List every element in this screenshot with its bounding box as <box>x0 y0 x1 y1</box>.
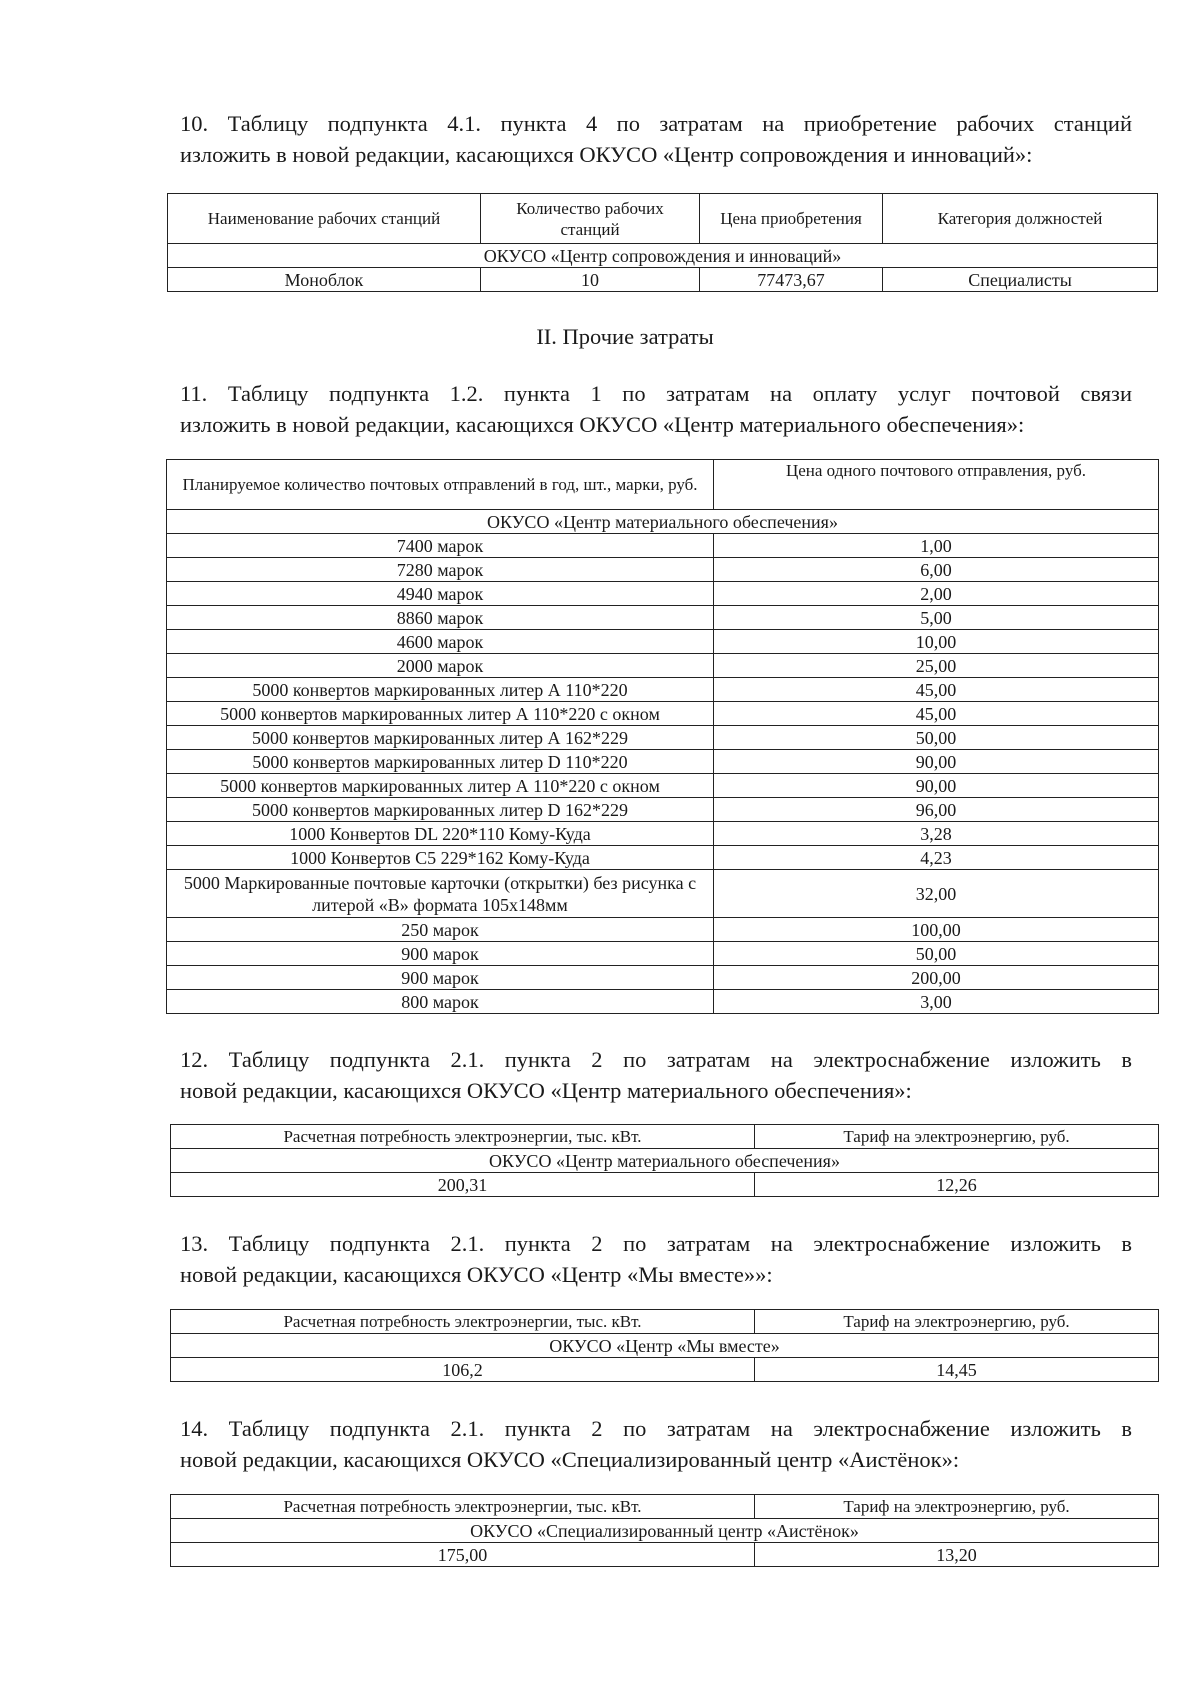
table-cell: 1000 Конвертов DL 220*110 Кому-Куда <box>167 822 714 846</box>
table-row <box>167 918 1159 942</box>
group-cell: ОКУСО «Центр материального обеспечения» <box>171 1149 1159 1173</box>
group-cell: ОКУСО «Центр материального обеспечения» <box>167 510 1159 534</box>
table-row <box>167 678 1159 702</box>
table-cell: 77473,67 <box>700 268 883 292</box>
table-cell: 900 марок <box>167 966 714 990</box>
table-group-row <box>167 510 1159 534</box>
table-row <box>167 942 1159 966</box>
table-cell: 5000 конвертов маркированных литер А 110*220 с окном <box>167 774 714 798</box>
table-cell: 4600 марок <box>167 630 714 654</box>
paragraph-line: изложить в новой редакции, касающихся ОКУСО «Центр сопровождения и инноваций»: <box>180 142 1033 167</box>
group-cell: ОКУСО «Центр «Мы вместе» <box>171 1334 1159 1358</box>
group-cell: ОКУСО «Центр сопровождения и инноваций» <box>168 244 1158 268</box>
table-cell: 25,00 <box>714 654 1159 678</box>
column-header: Цена приобретения <box>700 194 883 244</box>
table-cell: 5000 конвертов маркированных литер А 110*220 <box>167 678 714 702</box>
table-header-row <box>171 1310 1159 1334</box>
table-cell: 3,28 <box>714 822 1159 846</box>
table-cell: 200,31 <box>171 1173 755 1197</box>
table-cell: 200,00 <box>714 966 1159 990</box>
table-cell: 4,23 <box>714 846 1159 870</box>
table-row <box>167 822 1159 846</box>
table-row <box>171 1543 1159 1567</box>
table-cell: 90,00 <box>714 774 1159 798</box>
paragraph-line: 13. Таблицу подпункта 2.1. пункта 2 по затратам на электроснабжение изложить в <box>180 1231 1132 1256</box>
table-row <box>167 654 1159 678</box>
table-group-row <box>171 1149 1159 1173</box>
column-header: Тариф на электроэнергию, руб. <box>755 1125 1159 1149</box>
column-header: Расчетная потребность электроэнергии, тыс. кВт. <box>171 1125 755 1149</box>
column-header: Планируемое количество почтовых отправлений в год, шт., марки, руб. <box>167 460 714 510</box>
paragraph-11 <box>180 378 1132 440</box>
table-cell: 1000 Конвертов С5 229*162 Кому-Куда <box>167 846 714 870</box>
column-header: Цена одного почтового отправления, руб. <box>714 460 1159 510</box>
table-cell: 12,26 <box>755 1173 1159 1197</box>
table-cell: 7400 марок <box>167 534 714 558</box>
column-header: Расчетная потребность электроэнергии, тыс. кВт. <box>171 1495 755 1519</box>
column-header: Тариф на электроэнергию, руб. <box>755 1310 1159 1334</box>
paragraph-line: изложить в новой редакции, касающихся ОКУСО «Центр материального обеспечения»: <box>180 412 1025 437</box>
table-row <box>167 966 1159 990</box>
table-cell: 1,00 <box>714 534 1159 558</box>
table-cell: 3,00 <box>714 990 1159 1014</box>
table-cell: 90,00 <box>714 750 1159 774</box>
table-cell: Моноблок <box>168 268 481 292</box>
paragraph-line: новой редакции, касающихся ОКУСО «Центр «Мы вместе»»: <box>180 1262 773 1287</box>
table-cell: 5000 конвертов маркированных литер А 162*229 <box>167 726 714 750</box>
table-cell: 5,00 <box>714 606 1159 630</box>
table-row <box>167 534 1159 558</box>
table-cell: 10,00 <box>714 630 1159 654</box>
paragraph-12 <box>180 1044 1132 1106</box>
column-header: Категория должностей <box>883 194 1158 244</box>
column-header: Количество рабочих станций <box>481 194 700 244</box>
table-cell: 175,00 <box>171 1543 755 1567</box>
table-row <box>167 726 1159 750</box>
table-cell: 5000 конвертов маркированных литер D 110*220 <box>167 750 714 774</box>
table-cell: 50,00 <box>714 942 1159 966</box>
table-cell: 7280 марок <box>167 558 714 582</box>
table-row <box>167 870 1159 918</box>
table-cell: 5000 конвертов маркированных литер А 110*220 с окном <box>167 702 714 726</box>
paragraph-13 <box>180 1228 1132 1290</box>
table-row <box>167 774 1159 798</box>
column-header: Наименование рабочих станций <box>168 194 481 244</box>
table-row <box>171 1173 1159 1197</box>
paragraph-line: новой редакции, касающихся ОКУСО «Центр материального обеспечения»: <box>180 1078 912 1103</box>
postal-table <box>166 459 1159 1014</box>
workstations-table <box>167 193 1158 292</box>
table-cell: 8860 марок <box>167 606 714 630</box>
table-cell: 2,00 <box>714 582 1159 606</box>
table-cell: 96,00 <box>714 798 1159 822</box>
column-header: Расчетная потребность электроэнергии, тыс. кВт. <box>171 1310 755 1334</box>
table-row <box>167 630 1159 654</box>
table-cell: 45,00 <box>714 702 1159 726</box>
table-row <box>167 750 1159 774</box>
table-header-row <box>167 460 1159 510</box>
table-cell: 250 марок <box>167 918 714 942</box>
table-row <box>167 798 1159 822</box>
paragraph-14 <box>180 1413 1132 1475</box>
table-cell: Специалисты <box>883 268 1158 292</box>
electricity-table-14 <box>170 1494 1159 1567</box>
table-header-row <box>171 1125 1159 1149</box>
table-row <box>167 702 1159 726</box>
paragraph-line: 11. Таблицу подпункта 1.2. пункта 1 по затратам на оплату услуг почтовой связи <box>180 381 1132 406</box>
table-cell: 6,00 <box>714 558 1159 582</box>
table-cell: 100,00 <box>714 918 1159 942</box>
table-cell: 45,00 <box>714 678 1159 702</box>
group-cell: ОКУСО «Специализированный центр «Аистёнок» <box>171 1519 1159 1543</box>
table-cell: 50,00 <box>714 726 1159 750</box>
table-cell: 13,20 <box>755 1543 1159 1567</box>
table-cell: 106,2 <box>171 1358 755 1382</box>
electricity-table-13 <box>170 1309 1159 1382</box>
paragraph-line: 10. Таблицу подпункта 4.1. пункта 4 по затратам на приобретение рабочих станций <box>180 111 1132 136</box>
paragraph-line: 14. Таблицу подпункта 2.1. пункта 2 по затратам на электроснабжение изложить в <box>180 1416 1132 1441</box>
table-cell: 5000 конвертов маркированных литер D 162*229 <box>167 798 714 822</box>
table-cell: 5000 Маркированные почтовые карточки (открытки) без рисунка с литерой «В» формата 105х148мм <box>167 870 714 918</box>
table-group-row <box>171 1519 1159 1543</box>
table-row <box>167 582 1159 606</box>
table-cell: 900 марок <box>167 942 714 966</box>
table-cell: 2000 марок <box>167 654 714 678</box>
section-heading: II. Прочие затраты <box>536 324 714 349</box>
paragraph-line: 12. Таблицу подпункта 2.1. пункта 2 по затратам на электроснабжение изложить в <box>180 1047 1132 1072</box>
table-row <box>168 268 1158 292</box>
table-header-row <box>168 194 1158 244</box>
table-row <box>167 558 1159 582</box>
table-group-row <box>168 244 1158 268</box>
electricity-table-12 <box>170 1124 1159 1197</box>
table-cell: 10 <box>481 268 700 292</box>
table-cell: 32,00 <box>714 870 1159 918</box>
table-row <box>167 606 1159 630</box>
column-header: Тариф на электроэнергию, руб. <box>755 1495 1159 1519</box>
table-row <box>167 846 1159 870</box>
table-row <box>171 1358 1159 1382</box>
table-row <box>167 990 1159 1014</box>
table-cell: 4940 марок <box>167 582 714 606</box>
table-group-row <box>171 1334 1159 1358</box>
paragraph-10 <box>180 108 1132 170</box>
paragraph-line: новой редакции, касающихся ОКУСО «Специализированный центр «Аистёнок»: <box>180 1447 960 1472</box>
table-cell: 800 марок <box>167 990 714 1014</box>
table-header-row <box>171 1495 1159 1519</box>
table-cell: 14,45 <box>755 1358 1159 1382</box>
